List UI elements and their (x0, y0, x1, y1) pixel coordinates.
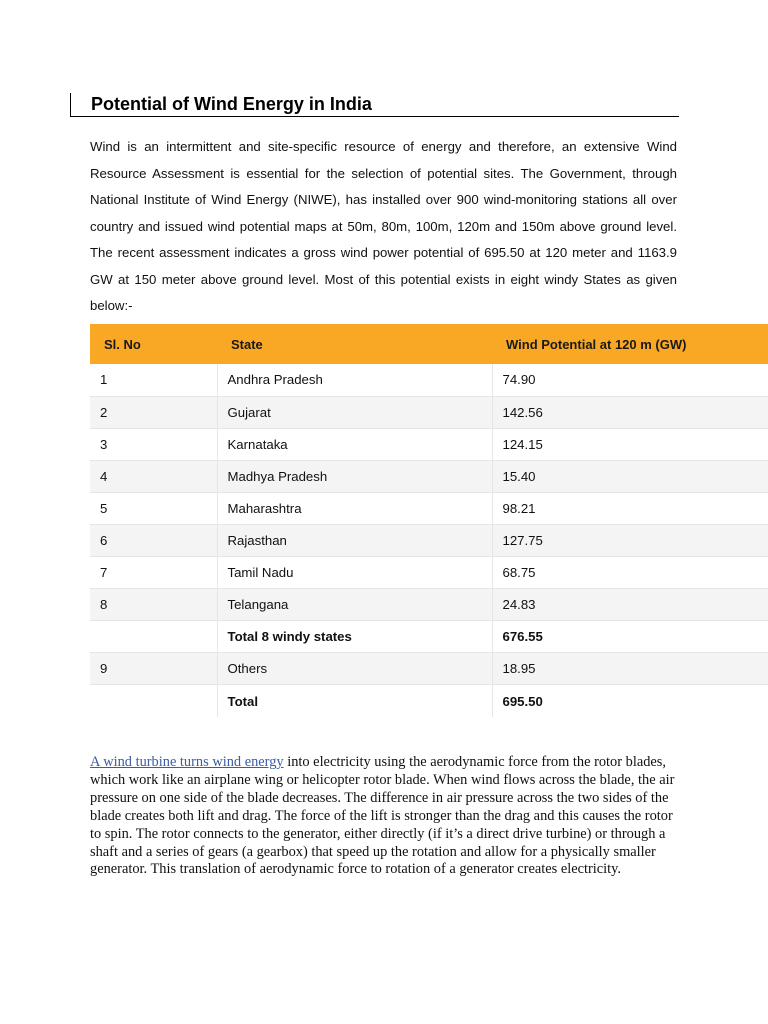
cell-state: Karnataka (217, 428, 492, 460)
page-title: Potential of Wind Energy in India (91, 94, 372, 114)
cell-state: Tamil Nadu (217, 557, 492, 589)
table-row-subtotal (90, 621, 768, 653)
turbine-paragraph (90, 754, 680, 879)
cell-state: Total (217, 685, 492, 717)
wind-turbine-link[interactable]: A wind turbine turns wind energy (90, 754, 284, 770)
cell-value: 24.83 (492, 589, 768, 621)
cell-sl-no: 8 (100, 597, 108, 613)
table-row-total (90, 685, 768, 717)
turbine-paragraph-text: into electricity using the aerodynamic force from the rotor blades, which work like an airplane wing or helicopter rotor blade. When wind flows across the blade, the air pressure on one side of the blade decreases. The difference in air pressure across the two sides of the blade creates both lift and drag. The force of the lift is stronger than the drag and this causes the rotor to spin. The rotor connects to the generator, either directly (if it’s a direct drive turbine) or through a shaft and a series of gears (a gearbox) that speed up the rotation and allow for a physically smaller generator. This translation of aerodynamic force to rotation of a generator creates electricity. (90, 754, 675, 878)
table-row (90, 653, 768, 685)
cell-sl-no: 1 (100, 372, 108, 388)
cell-value: 124.15 (492, 428, 768, 460)
cell-state: Gujarat (217, 396, 492, 428)
table-row (90, 364, 768, 396)
cell-state: Total 8 windy states (217, 621, 492, 653)
wind-potential-table (90, 324, 768, 717)
header-sl-no: Sl. No (104, 336, 141, 352)
cell-value: 127.75 (492, 524, 768, 556)
cell-value: 68.75 (492, 557, 768, 589)
cell-value: 74.90 (492, 364, 768, 396)
cell-state: Rajasthan (217, 524, 492, 556)
cell-state: Madhya Pradesh (217, 460, 492, 492)
cell-state: Telangana (217, 589, 492, 621)
cell-sl-no: 4 (100, 468, 108, 484)
table-row (90, 396, 768, 428)
cell-sl-no: 9 (100, 661, 108, 677)
intro-paragraph: Wind is an intermittent and site-specific resource of energy and therefore, an extensive Wind Resource Assessment is essential for the selection of potential sites. The Government, through National Institute of Wind Energy (NIWE), has installed over 900 wind-monitoring stations all over country and issued wind potential maps at 50m, 80m, 100m, 120m and 150m above ground level. The recent assessment indicates a gross wind power potential of 695.50 at 120 meter and 1163.9 GW at 150 meter above ground level. Most of this potential exists in eight windy States as given below:- (90, 139, 677, 313)
cell-state: Maharashtra (217, 492, 492, 524)
cell-state: Andhra Pradesh (217, 364, 492, 396)
table-row (90, 492, 768, 524)
header-state: State (231, 336, 263, 352)
cell-sl-no (90, 621, 217, 653)
heading-frame (70, 93, 679, 117)
table-row (90, 524, 768, 556)
table-row (90, 589, 768, 621)
cell-value: 98.21 (492, 492, 768, 524)
cell-sl-no: 6 (100, 533, 108, 549)
header-wind-potential: Wind Potential at 120 m (GW) (506, 336, 687, 352)
cell-value: 676.55 (492, 621, 768, 653)
table-row (90, 428, 768, 460)
cell-value: 142.56 (492, 396, 768, 428)
cell-state: Others (217, 653, 492, 685)
cell-value: 695.50 (492, 685, 768, 717)
cell-sl-no: 3 (100, 436, 108, 452)
table-row (90, 557, 768, 589)
cell-sl-no: 5 (100, 500, 108, 516)
cell-sl-no (90, 685, 217, 717)
table-row (90, 460, 768, 492)
table-header-row (90, 324, 768, 364)
cell-sl-no: 7 (100, 565, 108, 581)
cell-value: 18.95 (492, 653, 768, 685)
cell-value: 15.40 (492, 460, 768, 492)
cell-sl-no: 2 (100, 404, 108, 420)
